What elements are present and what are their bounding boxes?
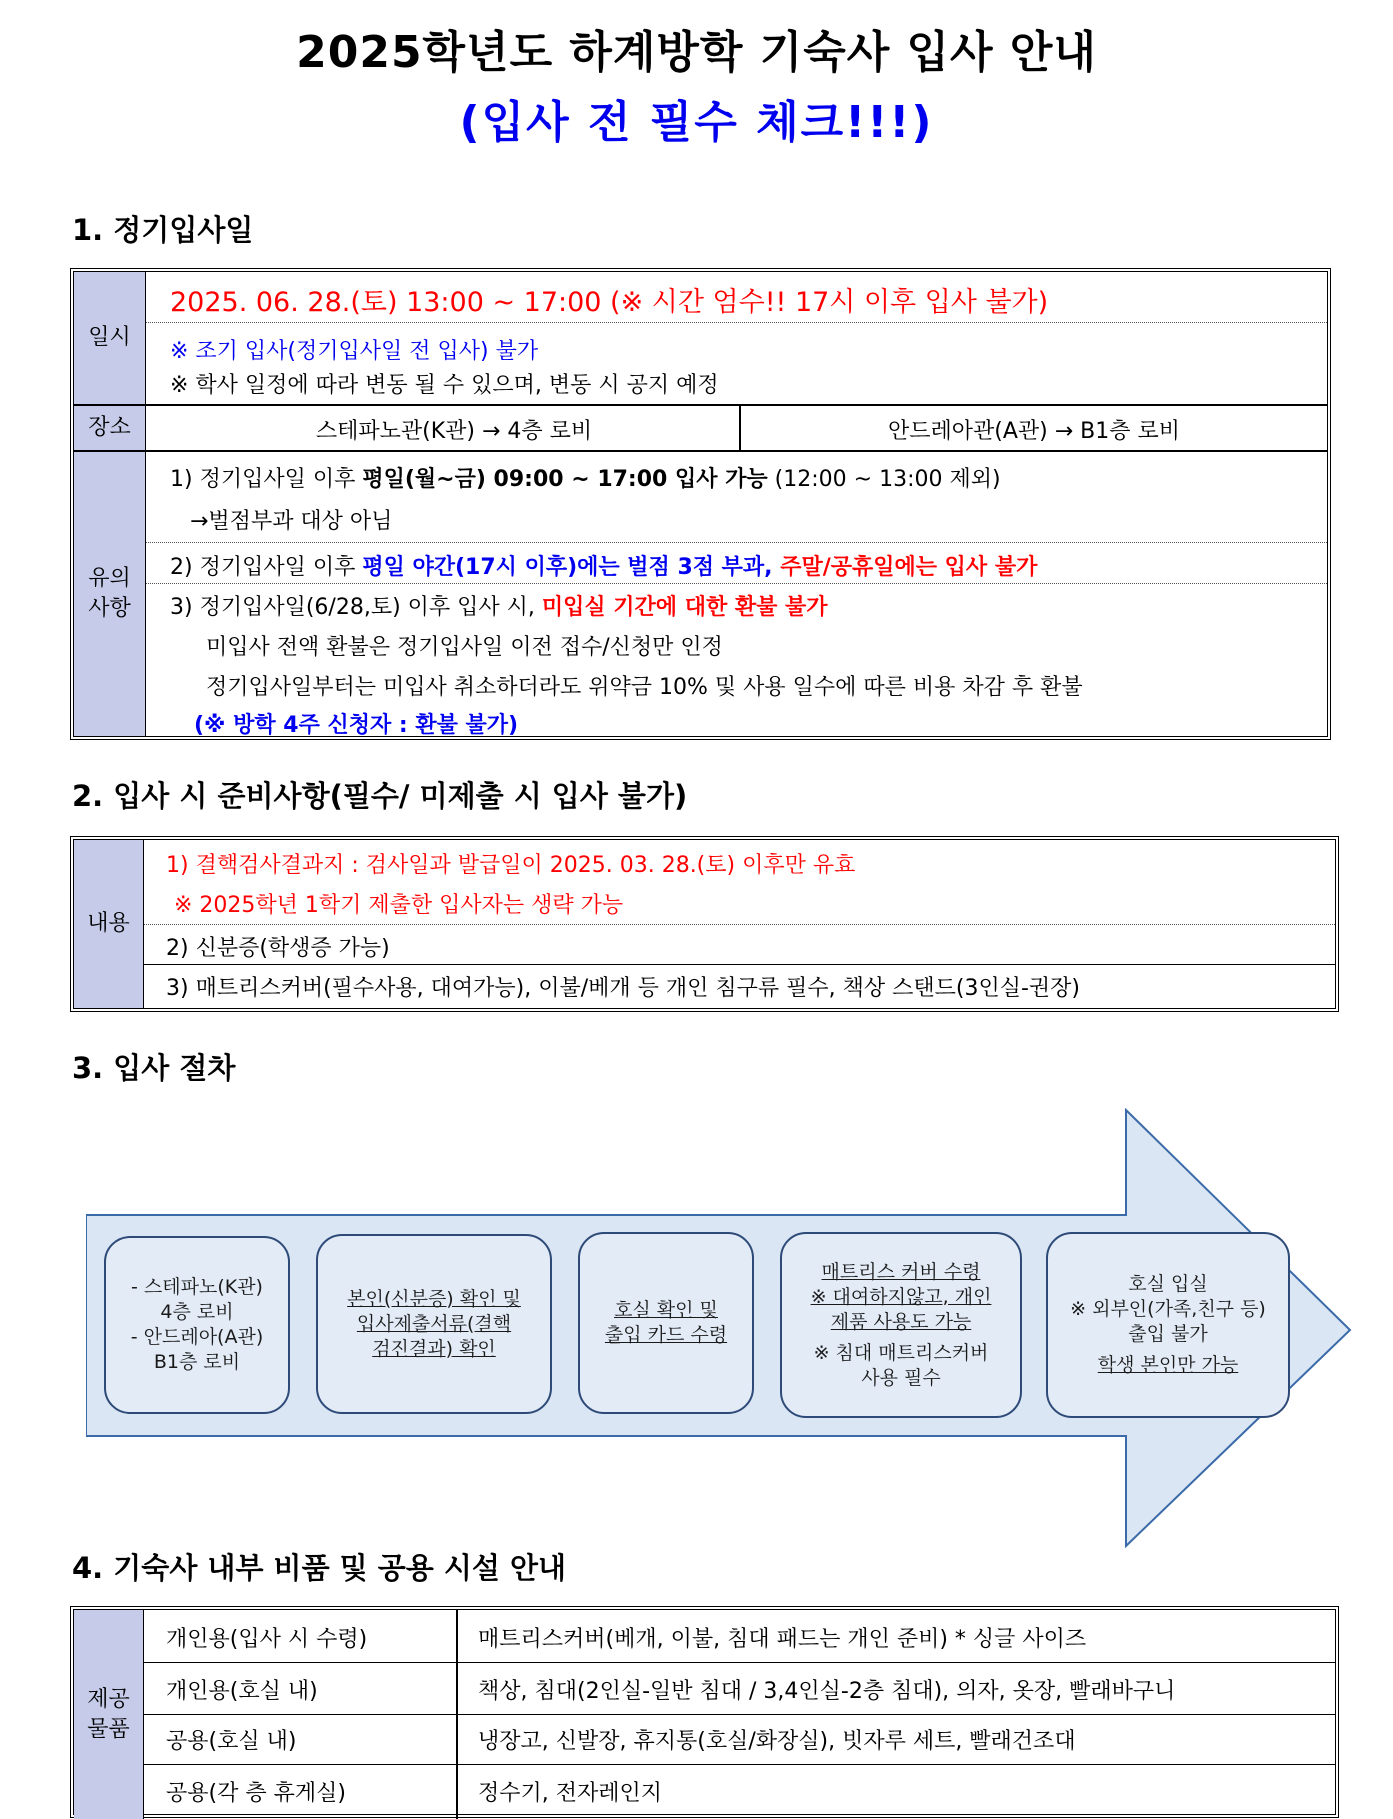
section-1-heading: 1. 정기입사일 — [72, 213, 254, 247]
step-1-line4: B1층 로비 — [153, 1351, 241, 1373]
note-3-four-week: (※ 방학 4주 신청자 : 환불 불가) — [194, 713, 519, 738]
note-1 — [170, 462, 1001, 493]
table-row-key: 공용(각 층 휴게실) — [166, 1781, 346, 1806]
table-row-value: 매트리스커버(베개, 이불, 침대 패드는 개인 준비) * 싱글 사이즈 — [478, 1627, 1087, 1652]
note-1-exclusion: (12:00 ~ 13:00 제외) — [767, 467, 1001, 492]
notes-label-line2: 사항 — [88, 596, 131, 621]
step-3-line1: 호실 확인 및 — [614, 1299, 718, 1321]
date-label-text: 일시 — [88, 325, 131, 350]
note-2 — [170, 550, 1037, 581]
step-1-line2: 4층 로비 — [160, 1301, 234, 1323]
step-1-line3: - 안드레아(A관) — [130, 1326, 264, 1348]
table-row-value: 책상, 침대(2인실-일반 침대 / 3,4인실-2층 침대), 의자, 옷장, 빨래바구니 — [478, 1679, 1176, 1704]
table-row-key: 개인용(호실 내) — [166, 1679, 318, 1704]
place-label — [74, 406, 146, 450]
note-1-penalty: →벌점부과 대상 아님 — [190, 509, 393, 534]
schedule-change-note: ※ 학사 일정에 따라 변동 될 수 있으며, 변동 시 공지 예정 — [170, 373, 719, 398]
step-2-line2: 입사제출서류(결핵 — [356, 1312, 512, 1335]
supplies-label — [74, 1610, 144, 1819]
notes-label — [74, 452, 146, 736]
note-3-penalty-refund: 정기입사일부터는 미입사 취소하더라도 위약금 10% 및 사용 일수에 따른 비용 차감 후 환불 — [206, 675, 1083, 700]
notes-label-text — [88, 564, 131, 624]
step-2-verification — [316, 1234, 552, 1414]
content-label-text: 내용 — [87, 911, 130, 936]
step-4-line3: 제품 사용도 가능 — [830, 1310, 972, 1333]
section-4-heading: 4. 기숙사 내부 비품 및 공용 시설 안내 — [72, 1551, 567, 1585]
note-2-night-penalty: 평일 야간(17시 이후)에는 벌점 3점 부과, — [362, 555, 781, 580]
id-card-requirement: 2) 신분증(학생증 가능) — [166, 936, 390, 961]
table-row-key: 공용(호실 내) — [166, 1729, 297, 1754]
entry-date-main: 2025. 06. 28.(토) 13:00 ~ 17:00 (※ 시간 엄수!! 17시 이후 입사 불가) — [170, 287, 1049, 318]
note-3 — [170, 590, 828, 621]
place-label-text: 장소 — [88, 415, 131, 440]
table-row-value: 정수기, 전자레인지 — [478, 1781, 663, 1806]
step-5-line2: ※ 외부인(가족,친구 등) — [1070, 1298, 1266, 1320]
note-3-prefix: 3) 정기입사일(6/28,토) 이후 입사 시, — [170, 595, 542, 620]
entry-date-table — [70, 268, 1331, 740]
page-subtitle: (입사 전 필수 체크!!!) — [459, 97, 934, 148]
note-2-prefix: 2) 정기입사일 이후 — [170, 555, 363, 580]
note-2-weekend: 주말/공휴일에는 입사 불가 — [780, 555, 1038, 580]
step-1-line1: - 스테파노(K관) — [131, 1276, 263, 1298]
preparation-table — [70, 836, 1339, 1012]
step-1-location — [104, 1236, 290, 1414]
step-3-room-card — [578, 1232, 754, 1414]
early-entry-note: ※ 조기 입사(정기입사일 전 입사) 불가 — [170, 339, 539, 364]
note-3-full-refund: 미입사 전액 환불은 정기입사일 이전 접수/신청만 인정 — [206, 635, 723, 660]
supplies-label-text — [87, 1685, 130, 1745]
bedding-requirement: 3) 매트리스커버(필수사용, 대여가능), 이불/베개 등 개인 침구류 필수, 책상 스탠드(3인실-권장) — [166, 976, 1081, 1001]
step-4-line2: ※ 대여하지않고, 개인 — [810, 1285, 992, 1308]
note-3-no-refund: 미입실 기간에 대한 환불 불가 — [541, 595, 828, 620]
notes-label-line1: 유의 — [88, 566, 131, 591]
page-title: 2025학년도 하계방학 기숙사 입사 안내 — [296, 27, 1097, 78]
supplies-label-line1: 제공 — [87, 1687, 130, 1712]
note-1-prefix: 1) 정기입사일 이후 — [170, 467, 363, 492]
section-2-heading: 2. 입사 시 준비사항(필수/ 미제출 시 입사 불가) — [72, 779, 688, 813]
step-5-check-in — [1046, 1232, 1290, 1418]
step-4-line1: 매트리스 커버 수령 — [821, 1260, 981, 1283]
date-label — [74, 272, 146, 404]
step-4-mattress-cover — [780, 1232, 1022, 1418]
step-2-line1: 본인(신분증) 확인 및 — [347, 1287, 521, 1310]
place-a-building: 안드레아관(A관) → B1층 로비 — [888, 419, 1180, 444]
place-k-building: 스테파노관(K관) → 4층 로비 — [315, 419, 593, 444]
content-label — [74, 840, 144, 1008]
step-2-line3: 검진결과) 확인 — [372, 1337, 496, 1360]
table-row-key: 개인용(입사 시 수령) — [166, 1627, 368, 1652]
note-1-hours: 평일(월~금) 09:00 ~ 17:00 입사 가능 — [362, 467, 768, 492]
step-4-line4: ※ 침대 매트리스커버 — [813, 1341, 989, 1364]
facilities-table — [70, 1606, 1339, 1818]
step-5-line4: 학생 본인만 가능 — [1097, 1354, 1239, 1376]
table-row-value: 냉장고, 신발장, 휴지통(호실/화장실), 빗자루 세트, 빨래건조대 — [478, 1729, 1076, 1754]
step-5-line3: 출입 불가 — [1128, 1323, 1208, 1345]
step-4-line5: 사용 필수 — [861, 1366, 941, 1389]
step-3-line2: 출입 카드 수령 — [604, 1324, 728, 1346]
section-3-heading: 3. 입사 절차 — [72, 1051, 236, 1085]
step-5-line1: 호실 입실 — [1128, 1273, 1208, 1295]
tb-test-exemption: ※ 2025학년 1학기 제출한 입사자는 생략 가능 — [174, 893, 624, 918]
supplies-label-line2: 물품 — [87, 1717, 130, 1742]
tb-test-requirement: 1) 결핵검사결과지 : 검사일과 발급일이 2025. 03. 28.(토) 이후만 유효 — [166, 853, 856, 878]
